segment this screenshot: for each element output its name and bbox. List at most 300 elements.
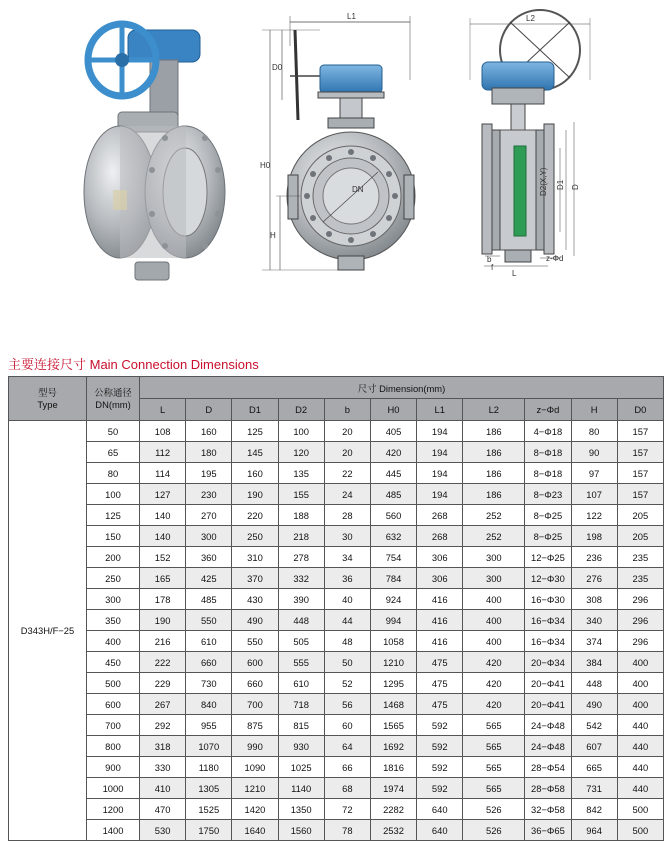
value-cell: 222 — [140, 652, 186, 673]
value-cell: 4−Φ18 — [525, 421, 571, 442]
value-cell: 16−Φ34 — [525, 610, 571, 631]
value-cell: 135 — [278, 463, 324, 484]
value-cell: 194 — [417, 442, 463, 463]
value-cell: 270 — [186, 505, 232, 526]
value-cell: 216 — [140, 631, 186, 652]
value-cell: 500 — [617, 799, 663, 820]
value-cell: 140 — [140, 526, 186, 547]
value-cell: 994 — [370, 610, 416, 631]
value-cell: 20−Φ41 — [525, 673, 571, 694]
value-cell: 592 — [417, 778, 463, 799]
value-cell: 610 — [186, 631, 232, 652]
column-header: D1 — [232, 399, 278, 421]
value-cell: 157 — [617, 442, 663, 463]
value-cell: 1350 — [278, 799, 324, 820]
value-cell: 188 — [278, 505, 324, 526]
value-cell: 120 — [278, 442, 324, 463]
value-cell: 90 — [571, 442, 617, 463]
value-cell: 205 — [617, 526, 663, 547]
value-cell: 66 — [324, 757, 370, 778]
value-cell: 140 — [140, 505, 186, 526]
value-cell: 875 — [232, 715, 278, 736]
table-row — [9, 799, 664, 820]
dn-cell: 700 — [87, 715, 140, 736]
value-cell: 114 — [140, 463, 186, 484]
value-cell: 1305 — [186, 778, 232, 799]
value-cell: 8−Φ18 — [525, 442, 571, 463]
value-cell: 60 — [324, 715, 370, 736]
column-header: H0 — [370, 399, 416, 421]
value-cell: 1210 — [370, 652, 416, 673]
value-cell: 410 — [140, 778, 186, 799]
value-cell: 125 — [232, 421, 278, 442]
value-cell: 815 — [278, 715, 324, 736]
value-cell: 278 — [278, 547, 324, 568]
value-cell: 8−Φ25 — [525, 526, 571, 547]
value-cell: 718 — [278, 694, 324, 715]
value-cell: 374 — [571, 631, 617, 652]
value-cell: 268 — [417, 526, 463, 547]
value-cell: 565 — [463, 715, 525, 736]
value-cell: 420 — [370, 442, 416, 463]
table-row — [9, 610, 664, 631]
value-cell: 296 — [617, 589, 663, 610]
value-cell: 500 — [617, 820, 663, 841]
value-cell: 229 — [140, 673, 186, 694]
value-cell: 34 — [324, 547, 370, 568]
dn-cell: 800 — [87, 736, 140, 757]
value-cell: 400 — [463, 610, 525, 631]
value-cell: 485 — [370, 484, 416, 505]
column-header: L1 — [417, 399, 463, 421]
value-cell: 555 — [278, 652, 324, 673]
value-cell: 252 — [463, 526, 525, 547]
value-cell: 28−Φ58 — [525, 778, 571, 799]
type-cell: D343H/F−25 — [9, 421, 87, 841]
value-cell: 475 — [417, 652, 463, 673]
value-cell: 416 — [417, 610, 463, 631]
value-cell: 300 — [463, 547, 525, 568]
table-row — [9, 715, 664, 736]
column-header: H — [571, 399, 617, 421]
value-cell: 194 — [417, 421, 463, 442]
value-cell: 550 — [186, 610, 232, 631]
column-header: L2 — [463, 399, 525, 421]
value-cell: 530 — [140, 820, 186, 841]
table-row — [9, 463, 664, 484]
value-cell: 430 — [232, 589, 278, 610]
table-row — [9, 631, 664, 652]
table-header-row-top — [9, 377, 664, 399]
value-cell: 607 — [571, 736, 617, 757]
value-cell: 1070 — [186, 736, 232, 757]
front-label-l1: L1 — [347, 12, 356, 21]
table-row — [9, 736, 664, 757]
value-cell: 1210 — [232, 778, 278, 799]
table-row — [9, 673, 664, 694]
value-cell: 550 — [232, 631, 278, 652]
table-row — [9, 820, 664, 841]
value-cell: 235 — [617, 568, 663, 589]
dn-cell: 400 — [87, 631, 140, 652]
value-cell: 292 — [140, 715, 186, 736]
value-cell: 490 — [571, 694, 617, 715]
value-cell: 16−Φ34 — [525, 631, 571, 652]
value-cell: 194 — [417, 463, 463, 484]
side-label-d1: D1 — [556, 179, 565, 190]
value-cell: 12−Φ25 — [525, 547, 571, 568]
type-header — [9, 377, 87, 421]
value-cell: 1090 — [232, 757, 278, 778]
value-cell: 107 — [571, 484, 617, 505]
front-label-d0: D0 — [272, 63, 283, 72]
value-cell: 840 — [186, 694, 232, 715]
table-row — [9, 568, 664, 589]
value-cell: 250 — [232, 526, 278, 547]
value-cell: 48 — [324, 631, 370, 652]
value-cell: 660 — [232, 673, 278, 694]
column-header: L — [140, 399, 186, 421]
value-cell: 475 — [417, 673, 463, 694]
table-row — [9, 652, 664, 673]
value-cell: 400 — [617, 652, 663, 673]
dn-header-cn: 公称通径 — [94, 386, 132, 398]
value-cell: 300 — [463, 568, 525, 589]
value-cell: 20 — [324, 442, 370, 463]
value-cell: 990 — [232, 736, 278, 757]
dn-cell: 300 — [87, 589, 140, 610]
value-cell: 400 — [617, 694, 663, 715]
value-cell: 8−Φ25 — [525, 505, 571, 526]
value-cell: 565 — [463, 778, 525, 799]
value-cell: 68 — [324, 778, 370, 799]
table-row — [9, 547, 664, 568]
value-cell: 470 — [140, 799, 186, 820]
value-cell: 340 — [571, 610, 617, 631]
value-cell: 268 — [417, 505, 463, 526]
value-cell: 160 — [232, 463, 278, 484]
value-cell: 665 — [571, 757, 617, 778]
value-cell: 267 — [140, 694, 186, 715]
value-cell: 36 — [324, 568, 370, 589]
value-cell: 592 — [417, 736, 463, 757]
value-cell: 560 — [370, 505, 416, 526]
column-header: z−Φd — [525, 399, 571, 421]
dn-cell: 1400 — [87, 820, 140, 841]
table-row — [9, 757, 664, 778]
value-cell: 252 — [463, 505, 525, 526]
value-cell: 20 — [324, 421, 370, 442]
table-row — [9, 589, 664, 610]
value-cell: 122 — [571, 505, 617, 526]
value-cell: 1525 — [186, 799, 232, 820]
column-header: D0 — [617, 399, 663, 421]
value-cell: 306 — [417, 547, 463, 568]
value-cell: 425 — [186, 568, 232, 589]
value-cell: 236 — [571, 547, 617, 568]
value-cell: 157 — [617, 421, 663, 442]
value-cell: 360 — [186, 547, 232, 568]
table-row — [9, 442, 664, 463]
value-cell: 445 — [370, 463, 416, 484]
value-cell: 384 — [571, 652, 617, 673]
value-cell: 218 — [278, 526, 324, 547]
value-cell: 440 — [617, 736, 663, 757]
value-cell: 955 — [186, 715, 232, 736]
value-cell: 80 — [571, 421, 617, 442]
value-cell: 194 — [417, 484, 463, 505]
value-cell: 784 — [370, 568, 416, 589]
value-cell: 600 — [232, 652, 278, 673]
value-cell: 390 — [278, 589, 324, 610]
value-cell: 230 — [186, 484, 232, 505]
value-cell: 165 — [140, 568, 186, 589]
dn-cell: 150 — [87, 526, 140, 547]
value-cell: 1295 — [370, 673, 416, 694]
value-cell: 190 — [140, 610, 186, 631]
value-cell: 440 — [617, 715, 663, 736]
value-cell: 178 — [140, 589, 186, 610]
front-view-drawing — [262, 16, 415, 270]
value-cell: 565 — [463, 736, 525, 757]
table-row — [9, 526, 664, 547]
value-cell: 640 — [417, 799, 463, 820]
value-cell: 1140 — [278, 778, 324, 799]
value-cell: 924 — [370, 589, 416, 610]
value-cell: 1420 — [232, 799, 278, 820]
dn-cell: 125 — [87, 505, 140, 526]
value-cell: 2532 — [370, 820, 416, 841]
value-cell: 186 — [463, 442, 525, 463]
table-row — [9, 421, 664, 442]
value-cell: 24 — [324, 484, 370, 505]
value-cell: 296 — [617, 631, 663, 652]
table-row — [9, 505, 664, 526]
side-label-d2: D2(X,Y) — [539, 167, 548, 196]
value-cell: 28 — [324, 505, 370, 526]
value-cell: 296 — [617, 610, 663, 631]
value-cell: 180 — [186, 442, 232, 463]
value-cell: 8−Φ18 — [525, 463, 571, 484]
value-cell: 1750 — [186, 820, 232, 841]
dn-cell: 450 — [87, 652, 140, 673]
dn-cell: 200 — [87, 547, 140, 568]
value-cell: 490 — [232, 610, 278, 631]
value-cell: 730 — [186, 673, 232, 694]
value-cell: 8−Φ23 — [525, 484, 571, 505]
value-cell: 400 — [463, 631, 525, 652]
value-cell: 12−Φ30 — [525, 568, 571, 589]
value-cell: 448 — [278, 610, 324, 631]
value-cell: 306 — [417, 568, 463, 589]
dn-cell: 50 — [87, 421, 140, 442]
value-cell: 56 — [324, 694, 370, 715]
value-cell: 198 — [571, 526, 617, 547]
value-cell: 1816 — [370, 757, 416, 778]
dn-header-en: DN(mm) — [95, 398, 131, 410]
value-cell: 190 — [232, 484, 278, 505]
value-cell: 448 — [571, 673, 617, 694]
value-cell: 72 — [324, 799, 370, 820]
side-label-zphid: z-Φd — [546, 254, 564, 263]
value-cell: 542 — [571, 715, 617, 736]
value-cell: 1058 — [370, 631, 416, 652]
value-cell: 1468 — [370, 694, 416, 715]
value-cell: 1180 — [186, 757, 232, 778]
dn-cell: 1000 — [87, 778, 140, 799]
value-cell: 235 — [617, 547, 663, 568]
dn-cell: 900 — [87, 757, 140, 778]
table-row — [9, 484, 664, 505]
value-cell: 186 — [463, 484, 525, 505]
value-cell: 100 — [278, 421, 324, 442]
value-cell: 640 — [417, 820, 463, 841]
value-cell: 1692 — [370, 736, 416, 757]
value-cell: 16−Φ30 — [525, 589, 571, 610]
value-cell: 36−Φ65 — [525, 820, 571, 841]
value-cell: 592 — [417, 715, 463, 736]
value-cell: 700 — [232, 694, 278, 715]
valve-drawings — [0, 0, 670, 300]
column-header: D2 — [278, 399, 324, 421]
value-cell: 20−Φ34 — [525, 652, 571, 673]
value-cell: 40 — [324, 589, 370, 610]
side-label-l2: L2 — [526, 14, 535, 23]
type-header-cn: 型号 — [38, 386, 57, 398]
value-cell: 145 — [232, 442, 278, 463]
side-label-f: f — [491, 263, 494, 272]
dn-cell: 500 — [87, 673, 140, 694]
value-cell: 24−Φ48 — [525, 736, 571, 757]
value-cell: 370 — [232, 568, 278, 589]
value-cell: 930 — [278, 736, 324, 757]
value-cell: 318 — [140, 736, 186, 757]
dn-header — [87, 377, 140, 421]
value-cell: 78 — [324, 820, 370, 841]
dn-cell: 65 — [87, 442, 140, 463]
value-cell: 420 — [463, 652, 525, 673]
value-cell: 842 — [571, 799, 617, 820]
value-cell: 475 — [417, 694, 463, 715]
value-cell: 20−Φ41 — [525, 694, 571, 715]
dn-cell: 100 — [87, 484, 140, 505]
value-cell: 30 — [324, 526, 370, 547]
dn-cell: 600 — [87, 694, 140, 715]
value-cell: 2282 — [370, 799, 416, 820]
value-cell: 731 — [571, 778, 617, 799]
value-cell: 22 — [324, 463, 370, 484]
value-cell: 205 — [617, 505, 663, 526]
value-cell: 186 — [463, 421, 525, 442]
value-cell: 50 — [324, 652, 370, 673]
value-cell: 300 — [186, 526, 232, 547]
value-cell: 485 — [186, 589, 232, 610]
value-cell: 416 — [417, 631, 463, 652]
front-label-h: H — [270, 231, 276, 240]
section-heading: 主要连接尺寸 Main Connection Dimensions — [8, 357, 259, 372]
dn-cell: 1200 — [87, 799, 140, 820]
side-view-drawing — [470, 10, 590, 266]
value-cell: 24−Φ48 — [525, 715, 571, 736]
value-cell: 505 — [278, 631, 324, 652]
value-cell: 112 — [140, 442, 186, 463]
value-cell: 526 — [463, 820, 525, 841]
value-cell: 405 — [370, 421, 416, 442]
side-label-d: D — [571, 184, 580, 190]
value-cell: 332 — [278, 568, 324, 589]
value-cell: 157 — [617, 463, 663, 484]
value-cell: 660 — [186, 652, 232, 673]
value-cell: 754 — [370, 547, 416, 568]
value-cell: 420 — [463, 694, 525, 715]
value-cell: 1974 — [370, 778, 416, 799]
valve-photo — [84, 24, 225, 280]
column-header: b — [324, 399, 370, 421]
value-cell: 330 — [140, 757, 186, 778]
value-cell: 592 — [417, 757, 463, 778]
dimension-header: 尺寸 Dimension(mm) — [140, 377, 664, 399]
value-cell: 97 — [571, 463, 617, 484]
value-cell: 28−Φ54 — [525, 757, 571, 778]
value-cell: 276 — [571, 568, 617, 589]
side-label-l: L — [512, 269, 517, 278]
value-cell: 52 — [324, 673, 370, 694]
value-cell: 220 — [232, 505, 278, 526]
value-cell: 127 — [140, 484, 186, 505]
value-cell: 108 — [140, 421, 186, 442]
value-cell: 310 — [232, 547, 278, 568]
value-cell: 400 — [463, 589, 525, 610]
table-row — [9, 778, 664, 799]
value-cell: 526 — [463, 799, 525, 820]
value-cell: 44 — [324, 610, 370, 631]
value-cell: 440 — [617, 757, 663, 778]
dn-cell: 80 — [87, 463, 140, 484]
dn-cell: 250 — [87, 568, 140, 589]
value-cell: 157 — [617, 484, 663, 505]
value-cell: 1025 — [278, 757, 324, 778]
value-cell: 152 — [140, 547, 186, 568]
value-cell: 186 — [463, 463, 525, 484]
value-cell: 440 — [617, 778, 663, 799]
value-cell: 610 — [278, 673, 324, 694]
front-label-h0: H0 — [260, 161, 271, 170]
value-cell: 1560 — [278, 820, 324, 841]
value-cell: 155 — [278, 484, 324, 505]
dn-cell: 350 — [87, 610, 140, 631]
side-label-b: b — [487, 255, 492, 264]
value-cell: 400 — [617, 673, 663, 694]
value-cell: 420 — [463, 673, 525, 694]
value-cell: 632 — [370, 526, 416, 547]
table-body — [9, 421, 664, 841]
value-cell: 160 — [186, 421, 232, 442]
dimension-table — [8, 376, 664, 841]
value-cell: 64 — [324, 736, 370, 757]
column-header: D — [186, 399, 232, 421]
value-cell: 195 — [186, 463, 232, 484]
front-label-dn: DN — [352, 185, 364, 194]
value-cell: 308 — [571, 589, 617, 610]
figure-area — [0, 0, 670, 300]
value-cell: 416 — [417, 589, 463, 610]
value-cell: 32−Φ58 — [525, 799, 571, 820]
value-cell: 1565 — [370, 715, 416, 736]
value-cell: 1640 — [232, 820, 278, 841]
value-cell: 964 — [571, 820, 617, 841]
type-header-en: Type — [37, 398, 58, 410]
table-row — [9, 694, 664, 715]
